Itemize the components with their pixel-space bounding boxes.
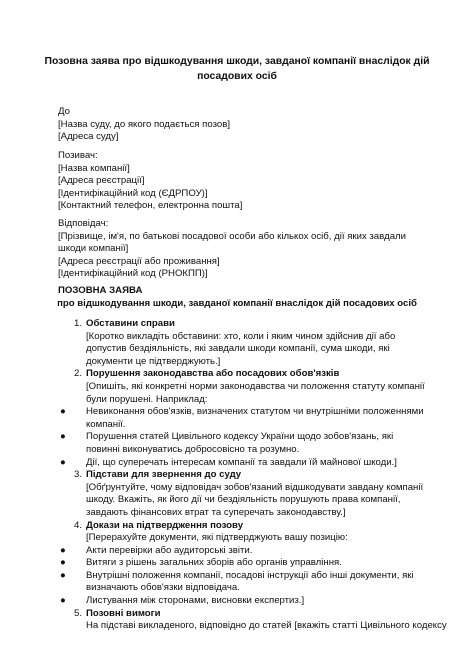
bullet-icon: ● <box>60 406 66 418</box>
defendant-name: [Прізвище, ім'я, по батькові посадової особи або кількох осіб, дії яких завдали шкоди компанії] <box>58 230 407 255</box>
section-circumstances <box>58 318 428 368</box>
court-name: [Назва суду, до якого подається позов] <box>58 118 230 130</box>
section-heading: Обставини справи <box>86 318 175 329</box>
plaintiff-contacts: [Контактний телефон, електронна пошта] <box>58 200 243 212</box>
plaintiff-block <box>58 150 418 213</box>
list-item-text: Витяги з рішень загальних зборів або органів управління. <box>86 557 342 569</box>
list-item <box>58 406 428 431</box>
list-item <box>58 457 428 470</box>
claim-sections <box>58 318 447 633</box>
section-heading: Докази на підтвердження позову <box>86 519 244 531</box>
section-heading: Позовні вимоги <box>86 607 161 619</box>
section-text: [Перерахуйте документи, які підтверджують вашу позицію: <box>86 532 348 544</box>
defendant-address: [Адреса реєстрації або проживання] <box>58 255 220 267</box>
section-number: 2. <box>74 368 83 380</box>
section-violations <box>58 368 428 406</box>
section-heading: Підстави для звернення до суду <box>86 469 242 481</box>
plaintiff-code: [Ідентифікаційний код (ЄДРПОУ)] <box>58 187 208 199</box>
court-label: До <box>58 106 70 117</box>
claim-subtitle: про відшкодування шкоди, завданої компанії внаслідок дій посадових осіб <box>57 298 417 309</box>
list-item-text: Акти перевірки або аудиторські звіти. <box>86 544 253 556</box>
section-evidence <box>58 520 428 545</box>
section-number: 5. <box>74 607 83 619</box>
list-item-text: Внутрішні положення компанії, посадові інструкції або інші документи, які визначають обов'язки відповідача. <box>86 569 414 594</box>
section-number: 3. <box>74 469 83 481</box>
defendant-label: Відповідач: <box>58 218 109 229</box>
list-item-text: Невиконання обов'язків, визначених статутом чи внутрішніми положеннями компанії. <box>86 406 424 430</box>
section-text: [Опишіть, які конкретні норми законодавства чи положення статуту компанії були порушені. Наприклад: <box>86 380 425 405</box>
document-title: Позовна заява про відшкодування шкоди, завданої компанії внаслідок дій посадових осіб <box>44 56 430 82</box>
section-heading: Порушення законодавства або посадових обов'язків <box>86 368 340 380</box>
list-item <box>58 431 428 456</box>
section-number: 4. <box>74 519 83 531</box>
section-text: [Обґрунтуйте, чому відповідач зобов'язаний відшкодувати завдану компанії шкоду. Вкажіть, як його дії чи бездіяльність порушують права компанії, завдають фінансових втрат та суперечать законодавству.] <box>86 481 424 518</box>
section-text: [Коротко викладіть обставини: хто, коли і яким чином здійснив дії або допустив бездіяльність, які завдали шкоди компанії, сума шкоди, які документи це підтверджують.] <box>86 330 396 367</box>
bullet-icon: ● <box>60 595 66 607</box>
court-block <box>58 106 418 144</box>
defendant-code: [Ідентифікаційний код (РНОКПП)] <box>58 268 208 280</box>
bullet-icon: ● <box>60 544 66 556</box>
section-text: На підставі викладеного, відповідно до статей [вкажіть статті Цивільного кодексу <box>86 620 447 632</box>
bullet-icon: ● <box>60 557 66 569</box>
list-item <box>58 557 428 570</box>
claim-heading: ПОЗОВНА ЗАЯВА <box>58 285 143 296</box>
list-item <box>58 545 428 558</box>
defendant-block <box>58 218 414 281</box>
list-item-text: Дії, що суперечать інтересам компанії та завдали їй майнової шкоди.] <box>86 456 397 468</box>
bullet-icon: ● <box>60 431 66 443</box>
section-claims <box>58 607 447 633</box>
plaintiff-name: [Назва компанії] <box>58 162 130 174</box>
section-number: 1. <box>74 318 83 329</box>
list-item <box>58 595 428 608</box>
bullet-icon: ● <box>60 456 66 468</box>
list-item-text: Листування між сторонами, висновки експертиз.] <box>86 595 305 607</box>
bullet-icon: ● <box>60 569 66 581</box>
list-item-text: Порушення статей Цивільного кодексу України щодо зобов'язань, які повинні виконуватись добросовісно та розумно. <box>86 431 394 455</box>
plaintiff-address: [Адреса реєстрації] <box>58 175 145 187</box>
list-item <box>58 570 428 595</box>
court-address: [Адреса суду] <box>58 131 119 143</box>
section-grounds <box>58 469 428 519</box>
plaintiff-label: Позивач: <box>58 150 98 161</box>
